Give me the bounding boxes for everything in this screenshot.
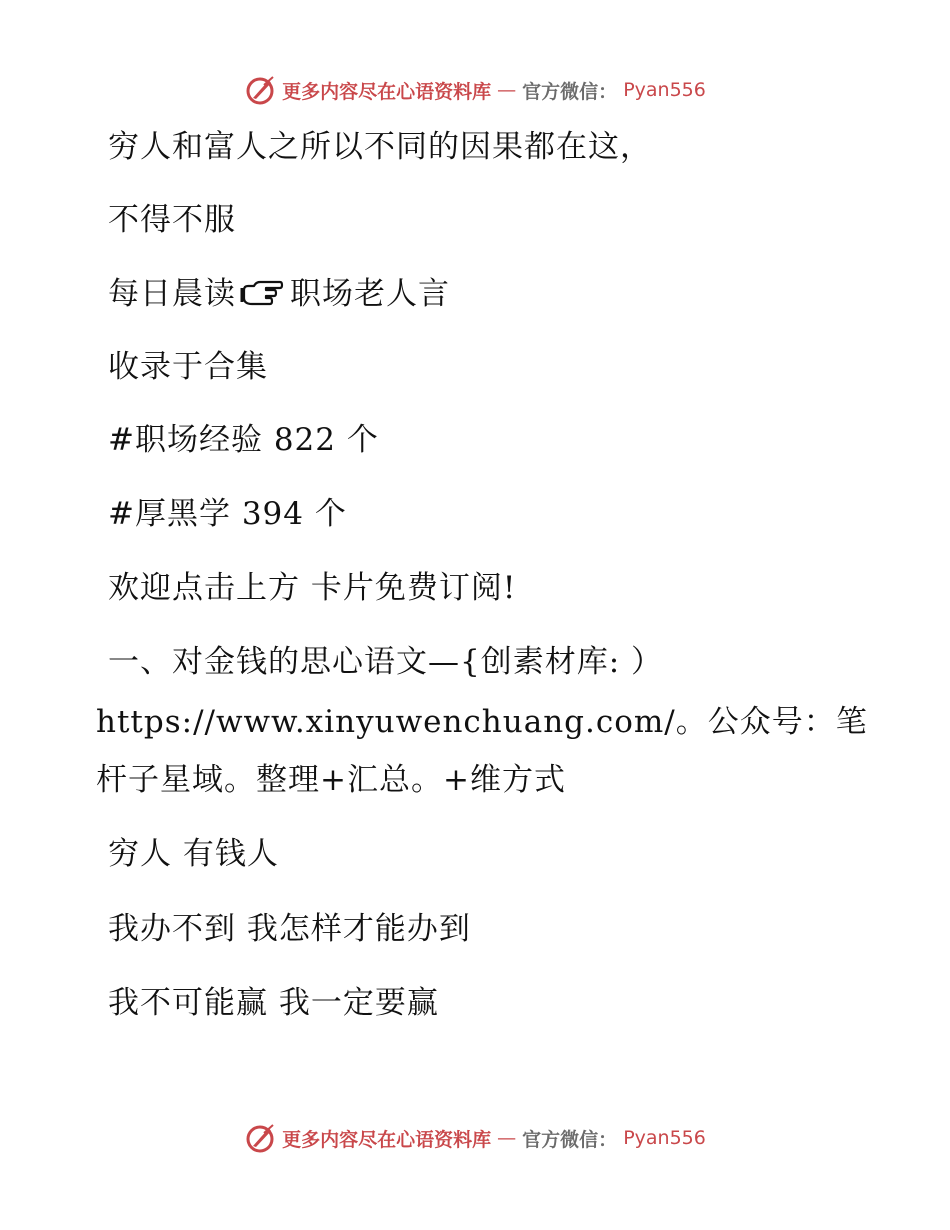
watermark-wechat-id: Pyan556 <box>623 1127 706 1149</box>
source-account-line: 杆子星域。整理+汇总。+维方式 <box>96 762 566 798</box>
morning-read-column: 职场老人言 <box>290 276 450 312</box>
hashtag-thick-black: #厚黑学 394 个 <box>108 496 347 532</box>
watermark-official-label: 官方微信： <box>522 1128 618 1151</box>
watermark-wechat-id: Pyan556 <box>623 79 706 101</box>
header-watermark <box>0 70 950 110</box>
hashtag-career-experience: #职场经验 822 个 <box>108 422 379 458</box>
comparison-header: 穷人 有钱人 <box>108 836 279 872</box>
quill-logo-icon <box>244 74 276 106</box>
footer-watermark <box>0 1118 950 1158</box>
morning-read-line <box>108 274 450 314</box>
comparison-row: 我办不到 我怎样才能办到 <box>108 911 471 947</box>
text-line: 不得不服 <box>108 202 236 238</box>
watermark-dash: — <box>497 1127 517 1149</box>
source-url-line: https://www.xinyuwenchuang.com/。公众号：笔 <box>96 704 868 740</box>
watermark-brand: 更多内容尽在心语资料库 <box>282 80 492 103</box>
comparison-row: 我不可能赢 我一定要赢 <box>108 985 439 1021</box>
morning-read-label: 每日晨读 <box>108 276 236 312</box>
pointing-hand-icon <box>240 278 284 308</box>
section-heading: 一、对金钱的思心语文—{创素材库: ） <box>108 644 664 680</box>
watermark-official-label: 官方微信： <box>522 80 618 103</box>
subscribe-prompt: 欢迎点击上方 卡片免费订阅! <box>108 570 517 606</box>
text-line: 穷人和富人之所以不同的因果都在这， <box>108 129 652 165</box>
watermark-dash: — <box>497 79 517 101</box>
quill-logo-icon <box>244 1122 276 1154</box>
text-line: 收录于合集 <box>108 349 268 385</box>
watermark-brand: 更多内容尽在心语资料库 <box>282 1128 492 1151</box>
